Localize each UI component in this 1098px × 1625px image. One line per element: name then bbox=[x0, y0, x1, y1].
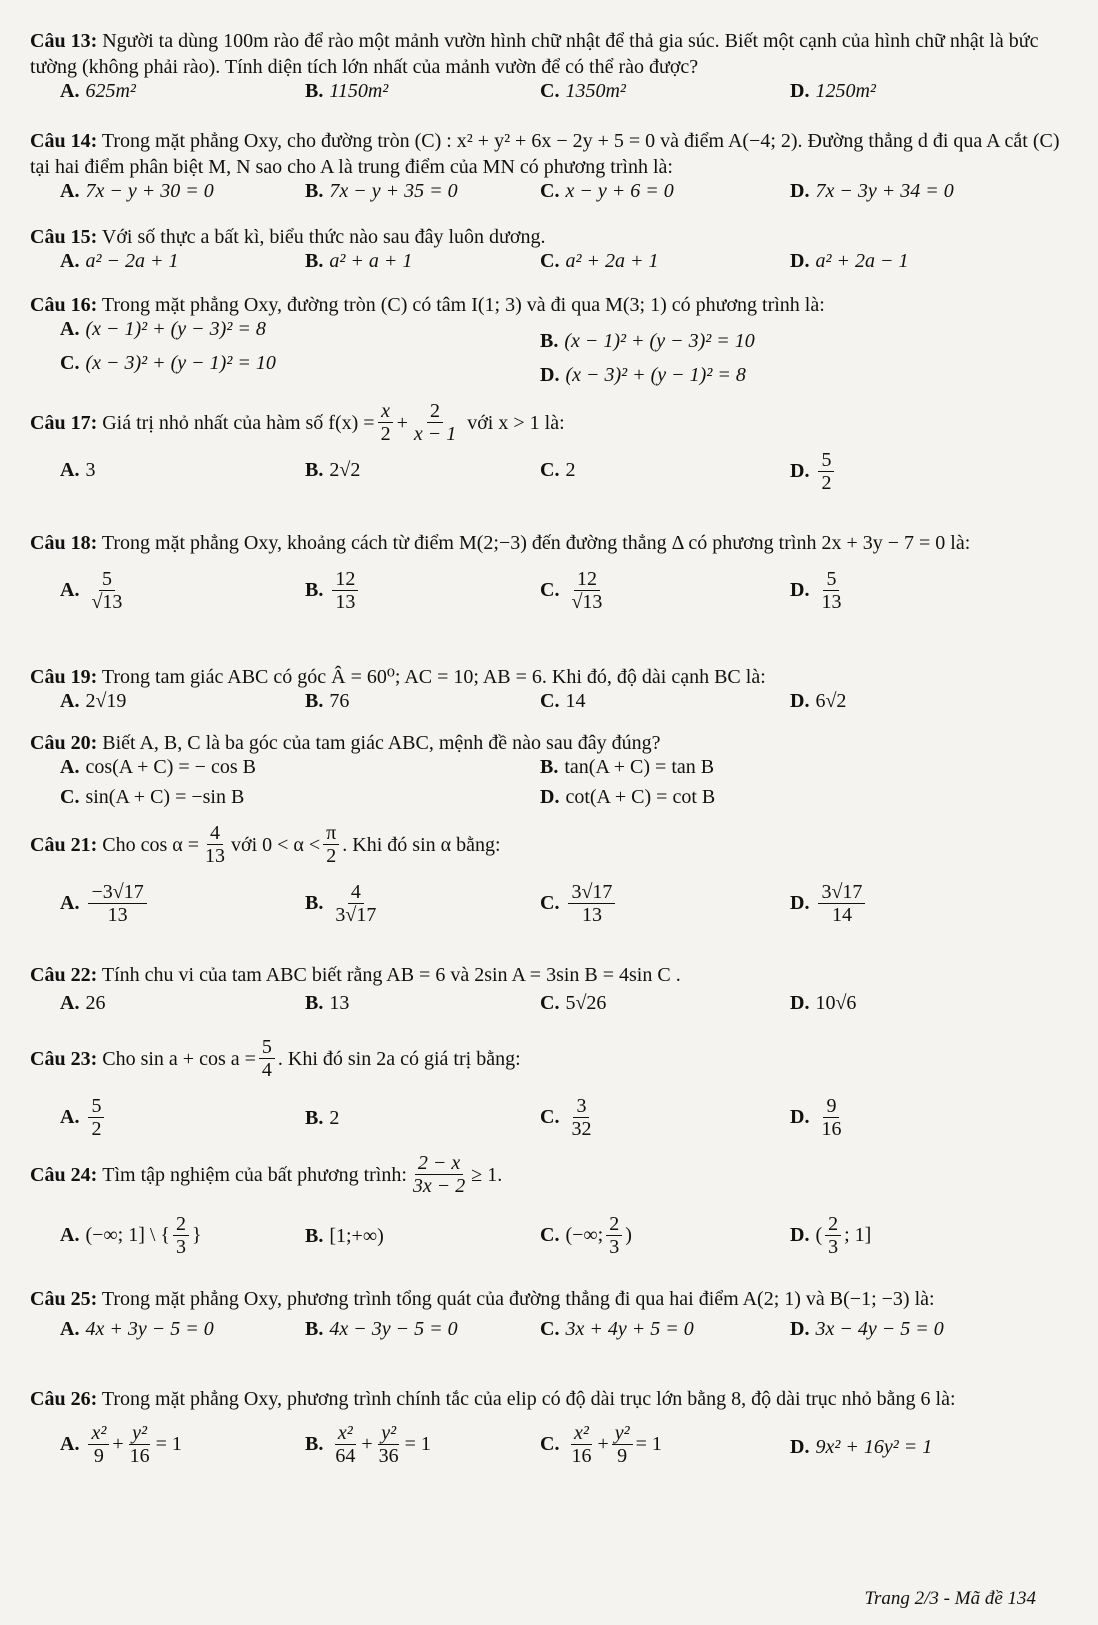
option-d[interactable]: D. $\frac{5}{2}$ bbox=[790, 449, 837, 494]
question-text: Người ta dùng 100m rào để rào một mảnh vườn hình chữ nhật để thả gia súc. Biết một cạnh của hình chữ nhật là bức tường (không phải rào). Tính diện tích lớn nhất của mảnh vườn để có thể rào được? bbox=[30, 30, 1039, 78]
option-c[interactable]: C. a² + 2a + 1 bbox=[540, 250, 659, 272]
option-a[interactable]: A. a² − 2a + 1 bbox=[60, 250, 179, 272]
option-a[interactable]: A. $\frac{\text{x²}}{9}$ + $\frac{\text{y²}}{16}$ = 1 bbox=[60, 1422, 182, 1467]
option-a[interactable]: A. 7x − y + 30 = 0 bbox=[60, 180, 214, 202]
question-label: Câu 21: bbox=[30, 833, 98, 856]
question-text: Trong tam giác ABC có góc Â = 60⁰; AC = 10; AB = 6. Khi đó, độ dài cạnh BC là: bbox=[101, 666, 766, 688]
question-text: Cho cos α = bbox=[102, 833, 199, 856]
option-a[interactable]: A. $\frac{5}{2}$ bbox=[60, 1095, 107, 1140]
option-c[interactable]: C. 3x + 4y + 5 = 0 bbox=[540, 1318, 694, 1340]
question-label: Câu 17: bbox=[30, 411, 98, 434]
question-label: Câu 16: bbox=[30, 294, 98, 316]
option-a[interactable]: A. cos(A + C) = − cos B bbox=[60, 756, 256, 778]
option-a[interactable]: A. (x − 1)² + (y − 3)² = 8 bbox=[60, 318, 266, 340]
option-b[interactable]: B. 4x − 3y − 5 = 0 bbox=[305, 1318, 458, 1340]
option-c[interactable]: C. x − y + 6 = 0 bbox=[540, 180, 674, 202]
option-b[interactable]: B. 2 bbox=[305, 1107, 340, 1129]
option-c[interactable]: C. $\frac{12}{√13}$ bbox=[540, 568, 603, 613]
question-text: Trong mặt phẳng Oxy, cho đường tròn (C) : x² + y² + 6x − 2y + 5 = 0 và điểm A(−4; 2). Đường thẳng d đi qua A cắt (C) tại hai điểm phân biệt M, N sao cho A là trung điểm của MN có phương trình là: bbox=[30, 130, 1060, 178]
option-d[interactable]: D. $\frac{5}{13}$ bbox=[790, 568, 842, 613]
question-label: Câu 14: bbox=[30, 130, 98, 152]
question-label: Câu 15: bbox=[30, 226, 98, 248]
option-a[interactable]: A. (−∞; 1] \ { $\frac{2}{3}$ } bbox=[60, 1213, 202, 1258]
question-text-end: . Khi đó sin 2a có giá trị bằng: bbox=[277, 1047, 521, 1070]
option-b[interactable]: B. $\frac{4}{3√17}$ bbox=[305, 881, 377, 926]
option-b[interactable]: B. 1150m² bbox=[305, 80, 389, 102]
option-c[interactable]: C. $\frac{3√17}{13}$ bbox=[540, 881, 618, 926]
option-b[interactable]: B. a² + a + 1 bbox=[305, 250, 413, 272]
question-text-end: ≥ 1. bbox=[471, 1163, 503, 1186]
option-c[interactable]: C. (−∞; $\frac{2}{3}$ ) bbox=[540, 1213, 632, 1258]
question-24: Câu 24: Tìm tập nghiệm của bất phương trình: $\frac{2 - x}{3x - 2}$ ≥ 1. A. (−∞; 1] \ { $\frac{2}{3}$ } B. [1;+∞) C. (−∞; $\frac{2}{3}$ ) D. ( $\frac{2}{3}$ ; 1] bbox=[30, 1152, 872, 1258]
option-b[interactable]: B. 76 bbox=[305, 690, 350, 712]
option-b[interactable]: B. 2√2 bbox=[305, 459, 361, 481]
option-a[interactable]: A. 3 bbox=[60, 459, 96, 481]
option-d[interactable]: D. ( $\frac{2}{3}$ ; 1] bbox=[790, 1213, 872, 1258]
option-a[interactable]: A. $\frac{-3√17}{13}$ bbox=[60, 881, 150, 926]
option-d[interactable]: D. $\frac{3√17}{14}$ bbox=[790, 881, 868, 926]
question-label: Câu 25: bbox=[30, 1288, 98, 1310]
question-text: Tìm tập nghiệm của bất phương trình: bbox=[102, 1163, 407, 1186]
option-a[interactable]: A. 2√19 bbox=[60, 690, 127, 712]
option-c[interactable]: C. $\frac{\text{x²}}{16}$ + $\frac{\text{y²}}{9}$ = 1 bbox=[540, 1422, 662, 1467]
question-label: Câu 19: bbox=[30, 666, 98, 688]
question-20 bbox=[30, 730, 1080, 816]
option-c[interactable]: C. 5√26 bbox=[540, 992, 607, 1014]
question-13 bbox=[30, 28, 1080, 110]
question-text: Trong mặt phẳng Oxy, khoảng cách từ điểm M(2;−3) đến đường thẳng Δ có phương trình 2x + 3y − 7 = 0 là: bbox=[101, 532, 971, 554]
option-c[interactable]: C. 2 bbox=[540, 459, 576, 481]
question-text: Cho sin a + cos a = bbox=[102, 1047, 256, 1070]
option-d[interactable]: D. 3x − 4y − 5 = 0 bbox=[790, 1318, 944, 1340]
question-text: Giá trị nhỏ nhất của hàm số f(x) = bbox=[102, 411, 375, 434]
option-c[interactable]: C. 14 bbox=[540, 690, 586, 712]
option-d[interactable]: D. $\frac{9}{16}$ bbox=[790, 1095, 842, 1140]
question-text: Trong mặt phẳng Oxy, đường tròn (C) có tâm I(1; 3) và đi qua M(3; 1) có phương trình là: bbox=[101, 294, 825, 316]
option-d[interactable]: D. 10√6 bbox=[790, 992, 857, 1014]
option-d[interactable]: D. 9x² + 16y² = 1 bbox=[790, 1436, 933, 1458]
option-b[interactable]: B. (x − 1)² + (y − 3)² = 10 bbox=[540, 330, 755, 352]
question-label: Câu 23: bbox=[30, 1047, 98, 1070]
option-c[interactable]: C. sin(A + C) = −sin B bbox=[60, 786, 245, 808]
page-footer: Trang 2/3 - Mã đề 134 bbox=[864, 1588, 1036, 1609]
option-c[interactable]: C. 1350m² bbox=[540, 80, 626, 102]
option-d[interactable]: D. (x − 3)² + (y − 1)² = 8 bbox=[540, 364, 746, 386]
fraction: $\frac{x}{2}$ bbox=[378, 400, 394, 445]
question-text: Với số thực a bất kì, biểu thức nào sau đây luôn dương. bbox=[101, 226, 546, 248]
question-15 bbox=[30, 224, 1080, 280]
option-a[interactable]: A. 26 bbox=[60, 992, 106, 1014]
question-14 bbox=[30, 128, 1080, 210]
question-label: Câu 18: bbox=[30, 532, 98, 554]
option-a[interactable]: A. $\frac{5}{√13}$ bbox=[60, 568, 123, 613]
option-d[interactable]: D. a² + 2a − 1 bbox=[790, 250, 909, 272]
question-text-end: với x > 1 là: bbox=[467, 411, 565, 434]
question-label: Câu 13: bbox=[30, 30, 98, 52]
question-19 bbox=[30, 664, 1080, 720]
option-b[interactable]: B. tan(A + C) = tan B bbox=[540, 756, 715, 778]
option-d[interactable]: D. 7x − 3y + 34 = 0 bbox=[790, 180, 954, 202]
question-22 bbox=[30, 962, 1080, 1022]
option-b[interactable]: B. 13 bbox=[305, 992, 350, 1014]
question-text: Tính chu vi của tam ABC biết rằng AB = 6 và 2sin A = 3sin B = 4sin C . bbox=[101, 964, 681, 986]
option-b[interactable]: B. $\frac{\text{x²}}{64}$ + $\frac{\text{y²}}{36}$ = 1 bbox=[305, 1422, 431, 1467]
question-18 bbox=[30, 530, 1080, 630]
option-d[interactable]: D. 6√2 bbox=[790, 690, 847, 712]
question-26 bbox=[30, 1386, 1080, 1484]
option-d[interactable]: D. 1250m² bbox=[790, 80, 876, 102]
question-21: Câu 21: Cho cos α = $\frac{4}{13}$ với 0 < α < $\frac{\pi}{2}$ . Khi đó sin α bằng: A. $\frac{-3√17}{13}$ B. $\frac{4}{3√17}$ C. $\frac{3√17}{13}$ D. $\frac{3√17}{14}$ bbox=[30, 822, 1080, 943]
question-text: Trong mặt phẳng Oxy, phương trình tổng quát của đường thẳng đi qua hai điểm A(2; 1) và B(−1; −3) là: bbox=[101, 1288, 935, 1310]
question-text: Trong mặt phẳng Oxy, phương trình chính tắc của elip có độ dài trục lớn bằng 8, độ dài trục nhỏ bằng 6 là: bbox=[101, 1388, 956, 1410]
question-25 bbox=[30, 1286, 1080, 1348]
option-a[interactable]: A. 4x + 3y − 5 = 0 bbox=[60, 1318, 214, 1340]
option-c[interactable]: C. $\frac{3}{32}$ bbox=[540, 1095, 592, 1140]
question-text-end: . Khi đó sin α bằng: bbox=[342, 833, 501, 856]
option-a[interactable]: A. 625m² bbox=[60, 80, 136, 102]
option-b[interactable]: B. [1;+∞) bbox=[305, 1225, 384, 1247]
question-label: Câu 20: bbox=[30, 732, 98, 754]
question-label: Câu 24: bbox=[30, 1163, 98, 1186]
option-b[interactable]: B. $\frac{12}{13}$ bbox=[305, 568, 361, 613]
question-17: Câu 17: Giá trị nhỏ nhất của hàm số f(x) = $\frac{x}{2}$ + $\frac{2}{x - 1}$ với x > 1 là: A. 3 B. 2√2 C. 2 D. $\frac{5}{2}$ bbox=[30, 400, 1080, 513]
fraction: $\frac{2}{x - 1}$ bbox=[413, 400, 457, 445]
question-label: Câu 22: bbox=[30, 964, 98, 986]
option-c[interactable]: C. (x − 3)² + (y − 1)² = 10 bbox=[60, 352, 276, 374]
option-b[interactable]: B. 7x − y + 35 = 0 bbox=[305, 180, 458, 202]
question-label: Câu 26: bbox=[30, 1388, 98, 1410]
question-text: Biết A, B, C là ba góc của tam giác ABC, mệnh đề nào sau đây đúng? bbox=[102, 732, 661, 754]
question-16 bbox=[30, 292, 1080, 386]
question-23: Câu 23: Cho sin a + cos a = $\frac{5}{4}$ . Khi đó sin 2a có giá trị bằng: A. $\frac{5}{2}$ B. 2 C. $\frac{3}{32}$ D. $\frac{9}{16}$ bbox=[30, 1036, 1080, 1157]
option-d[interactable]: D. cot(A + C) = cot B bbox=[540, 786, 716, 808]
